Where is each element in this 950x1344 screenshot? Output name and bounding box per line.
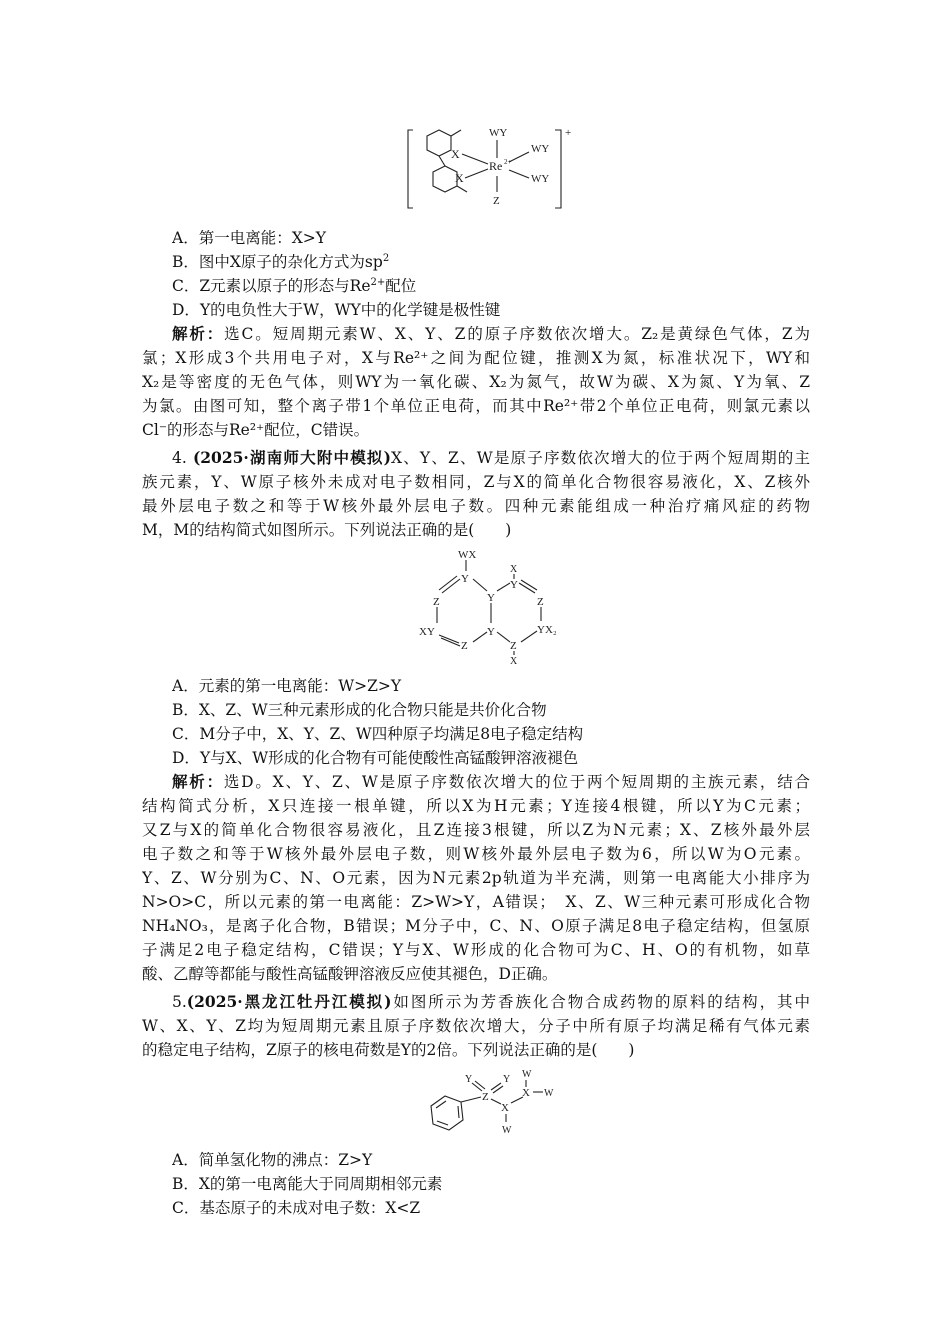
q3-analysis-line-5: Cl⁻的形态与Re²⁺配位，C错误。 bbox=[142, 421, 370, 439]
w-label-right: W bbox=[544, 1088, 554, 1099]
m-structure bbox=[415, 545, 575, 667]
re-complex-structure bbox=[405, 122, 585, 214]
ion-charge: + bbox=[565, 127, 572, 139]
q4-analysis-line-8: 子满足2电子稳定结构，C错误；Y与X、W形成的化合物可为C、H、O的有机物，如草 bbox=[142, 941, 810, 959]
q4-analysis-line-6: N>O>C，所以元素的第一电离能：Z>W>Y，A错误； X、Z、W三种元素可形成化合物 bbox=[142, 893, 810, 911]
y-label-center-top: Y bbox=[487, 592, 495, 604]
z-label: Z bbox=[493, 195, 500, 207]
re-label: Re bbox=[489, 159, 503, 173]
x-label-left: X bbox=[501, 1102, 509, 1114]
x-label-top: X bbox=[510, 564, 518, 575]
q3-option-c: C．Z元素以原子的形态与$Re^{2+}$配位 bbox=[172, 276, 417, 295]
x-label-top: X bbox=[451, 147, 460, 161]
q5-stem-line-3: 的稳定电子结构，Z原子的核电荷数是Y的2倍。下列说法正确的是( ) bbox=[142, 1041, 635, 1059]
wy-label-top: WY bbox=[489, 127, 508, 139]
q4-analysis-line-7: NH₄NO₃，是离子化合物，B错误；M分子中，C、N、O原子满足8电子稳定结构，但氢原 bbox=[142, 917, 810, 935]
re-charge: 2+ bbox=[504, 158, 512, 166]
z-label-bottom-right: Z bbox=[510, 640, 517, 652]
y-label-right: Y bbox=[503, 1074, 511, 1085]
q3-analysis-line-3: X₂是等密度的无色气体，则WY为一氧化碳、X₂为氮气，故W为碳、X为氮、Y为氧、Z bbox=[142, 373, 810, 391]
q5-stem-line-1: 5.(2025·黑龙江牡丹江模拟)如图所示为芳香族化合物合成药物的原料的结构，其中 bbox=[172, 992, 810, 1011]
q4-analysis-line-5: Y、Z、W分别为C、N、O元素，因为N元素2p轨道为半充满，则第一电离能大小排序为 bbox=[142, 869, 810, 887]
wy-label-right-lower: WY bbox=[531, 173, 550, 185]
q4-analysis-line-3: 又Z与X的简单化合物很容易液化，且Z连接3根键，所以Z为N元素；X、Z核外最外层 bbox=[142, 821, 810, 839]
y-label-top-right: Y bbox=[510, 579, 518, 591]
q4-analysis-line-9: 酸、乙醇等都能与酸性高锰酸钾溶液反应使其褪色，D正确。 bbox=[142, 965, 558, 983]
xy-label: XY bbox=[419, 626, 435, 638]
w-label-bottom: W bbox=[502, 1125, 512, 1136]
yx2-label: YX₂ bbox=[537, 624, 557, 636]
q5-stem-line-2: W、X、Y、Z均为短周期元素且原子序数依次增大，分子中所有原子均满足稀有气体元素 bbox=[142, 1017, 810, 1035]
q3-option-b: B．图中X原子的杂化方式为$sp^2$ bbox=[172, 252, 390, 271]
q3-analysis-line-4: 为氯。由图可知，整个离子带1个单位正电荷，而其中Re²⁺带2个单位正电荷，则氯元素以 bbox=[142, 397, 810, 415]
z-label-right: Z bbox=[537, 596, 544, 608]
wx-label: WX bbox=[458, 549, 477, 561]
q5-option-a: A．简单氢化物的沸点：Z>Y bbox=[172, 1151, 373, 1169]
q3-option-a: A．第一电离能：X>Y bbox=[172, 229, 326, 247]
q4-option-b: B．X、Z、W三种元素形成的化合物只能是共价化合物 bbox=[172, 701, 547, 719]
q3-option-d: D．Y的电负性大于W，WY中的化学键是极性键 bbox=[172, 301, 501, 319]
q4-option-d: D．Y与X、W形成的化合物有可能使酸性高锰酸钾溶液褪色 bbox=[172, 749, 579, 767]
q4-option-c: C．M分子中，X、Y、Z、W四种原子均满足8电子稳定结构 bbox=[172, 725, 584, 743]
q4-option-a: A．元素的第一电离能：W>Z>Y bbox=[172, 677, 402, 695]
q3-analysis-line-1: 解析：选C。短周期元素W、X、Y、Z的原子序数依次增大。Z₂是黄绿色气体，Z为 bbox=[172, 324, 810, 343]
q4-stem-line-3: 最外层电子数之和等于W核外最外层电子数。四种元素能组成一种治疗痛风症的药物 bbox=[142, 497, 810, 515]
z-label: Z bbox=[482, 1091, 489, 1103]
y-label-top-left: Y bbox=[461, 573, 469, 585]
x-label-bottom: X bbox=[510, 656, 518, 667]
q4-analysis-line-1: 解析：选D。X、Y、Z、W是原子序数依次增大的位于两个短周期的主族元素，结合 bbox=[172, 772, 810, 791]
q4-stem-line-4: M，M的结构简式如图所示。下列说法正确的是( ) bbox=[142, 521, 512, 539]
aromatic-structure bbox=[425, 1066, 560, 1144]
z-label-bottom-left: Z bbox=[461, 640, 468, 652]
q4-analysis-line-2: 结构简式分析，X只连接一根单键，所以X为H元素；Y连接4根键，所以Y为C元素； bbox=[142, 797, 810, 815]
z-label-left: Z bbox=[433, 596, 440, 608]
wy-label-right-upper: WY bbox=[531, 143, 550, 155]
x-label-right: X bbox=[522, 1087, 530, 1099]
q4-stem-line-2: 族元素，Y、W原子核外未成对电子数相同，Z与X的简单化合物很容易液化，X、Z核外 bbox=[142, 473, 810, 491]
w-label-top: W bbox=[522, 1069, 532, 1080]
y-label-left: Y bbox=[465, 1074, 473, 1085]
q4-stem-line-1: 4. (2025·湖南师大附中模拟)X、Y、Z、W是原子序数依次增大的位于两个短周期的主 bbox=[172, 448, 810, 467]
q3-analysis-line-2: 氯；X形成3个共用电子对，X与Re²⁺之间为配位键，推测X为氮，标准状况下，WY和 bbox=[142, 349, 810, 367]
y-label-center-bottom: Y bbox=[487, 626, 495, 638]
q5-option-b: B．X的第一电离能大于同周期相邻元素 bbox=[172, 1175, 443, 1193]
x-label-bottom: X bbox=[455, 171, 464, 185]
q4-analysis-line-4: 电子数之和等于W核外最外层电子数，则W核外最外层电子数为6，所以W为O元素。 bbox=[142, 845, 810, 863]
q5-option-c: C．基态原子的未成对电子数：X<Z bbox=[172, 1199, 421, 1217]
